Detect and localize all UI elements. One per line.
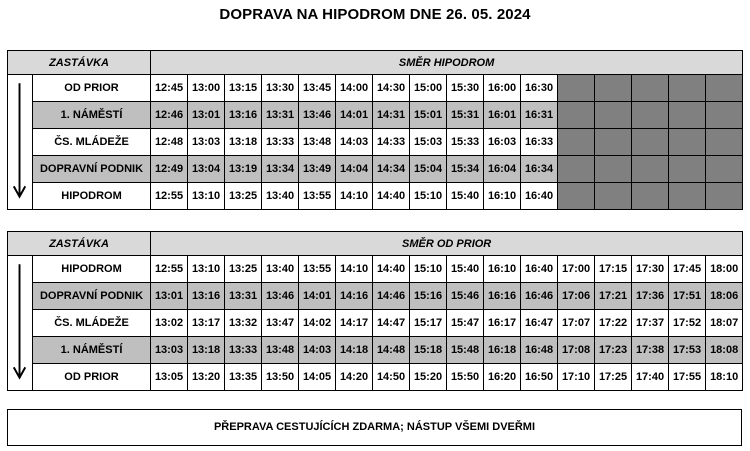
departure-time: 17:08 xyxy=(558,337,595,364)
departure-time: 16:30 xyxy=(521,75,558,102)
departure-time: 17:22 xyxy=(595,310,632,337)
departure-time: 12:46 xyxy=(151,102,188,129)
departure-time: 15:34 xyxy=(447,156,484,183)
departure-time: 13:17 xyxy=(188,310,225,337)
direction-header: SMĚR OD PRIOR xyxy=(151,232,743,256)
departure-time: 13:32 xyxy=(225,310,262,337)
departure-time: 13:15 xyxy=(225,75,262,102)
departure-time: 16:17 xyxy=(484,310,521,337)
departure-time: 13:02 xyxy=(151,310,188,337)
departure-time: 17:55 xyxy=(669,364,706,391)
departure-time: 13:00 xyxy=(188,75,225,102)
departure-time: 13:40 xyxy=(262,256,299,283)
departure-time: 13:34 xyxy=(262,156,299,183)
unused-cell xyxy=(558,156,595,183)
departure-time: 16:00 xyxy=(484,75,521,102)
departure-time: 14:46 xyxy=(373,283,410,310)
departure-time: 15:01 xyxy=(410,102,447,129)
departure-time: 16:48 xyxy=(521,337,558,364)
departure-time: 18:06 xyxy=(706,283,743,310)
departure-time: 15:04 xyxy=(410,156,447,183)
unused-cell xyxy=(595,183,632,210)
departure-time: 13:05 xyxy=(151,364,188,391)
departure-time: 16:04 xyxy=(484,156,521,183)
departure-time: 12:45 xyxy=(151,75,188,102)
departure-time: 15:33 xyxy=(447,129,484,156)
stop-name: ČS. MLÁDEŽE xyxy=(33,129,151,156)
departure-time: 13:25 xyxy=(225,256,262,283)
departure-time: 17:37 xyxy=(632,310,669,337)
departure-time: 14:04 xyxy=(336,156,373,183)
departure-time: 14:01 xyxy=(299,283,336,310)
unused-cell xyxy=(595,156,632,183)
departure-time: 15:46 xyxy=(447,283,484,310)
unused-cell xyxy=(706,156,743,183)
departure-time: 17:38 xyxy=(632,337,669,364)
direction-header: SMĚR HIPODROM xyxy=(151,51,743,75)
departure-time: 14:47 xyxy=(373,310,410,337)
departure-time: 16:34 xyxy=(521,156,558,183)
unused-cell xyxy=(632,156,669,183)
departure-time: 13:18 xyxy=(225,129,262,156)
departure-time: 15:50 xyxy=(447,364,484,391)
departure-time: 17:25 xyxy=(595,364,632,391)
departure-time: 16:20 xyxy=(484,364,521,391)
departure-time: 14:16 xyxy=(336,283,373,310)
departure-time: 13:46 xyxy=(299,102,336,129)
table-row xyxy=(8,283,743,310)
departure-time: 16:03 xyxy=(484,129,521,156)
departure-time: 14:18 xyxy=(336,337,373,364)
table-row xyxy=(8,337,743,364)
departure-time: 16:40 xyxy=(521,256,558,283)
departure-time: 17:52 xyxy=(669,310,706,337)
departure-time: 13:20 xyxy=(188,364,225,391)
departure-time: 13:46 xyxy=(262,283,299,310)
stop-name: OD PRIOR xyxy=(33,364,151,391)
departure-time: 13:03 xyxy=(151,337,188,364)
departure-time: 16:10 xyxy=(484,183,521,210)
departure-time: 13:48 xyxy=(299,129,336,156)
departure-time: 12:48 xyxy=(151,129,188,156)
unused-cell xyxy=(669,183,706,210)
departure-time: 13:30 xyxy=(262,75,299,102)
departure-time: 18:07 xyxy=(706,310,743,337)
departure-time: 14:01 xyxy=(336,102,373,129)
unused-cell xyxy=(706,129,743,156)
departure-time: 14:02 xyxy=(299,310,336,337)
stop-name: ČS. MLÁDEŽE xyxy=(33,310,151,337)
departure-time: 14:05 xyxy=(299,364,336,391)
departure-time: 14:40 xyxy=(373,183,410,210)
departure-time: 14:00 xyxy=(336,75,373,102)
departure-time: 15:47 xyxy=(447,310,484,337)
departure-time: 15:10 xyxy=(410,256,447,283)
departure-time: 13:31 xyxy=(225,283,262,310)
departure-time: 17:06 xyxy=(558,283,595,310)
departure-time: 15:20 xyxy=(410,364,447,391)
departure-time: 15:48 xyxy=(447,337,484,364)
departure-time: 14:50 xyxy=(373,364,410,391)
departure-time: 13:50 xyxy=(262,364,299,391)
departure-time: 18:08 xyxy=(706,337,743,364)
table-row xyxy=(8,129,743,156)
departure-time: 13:33 xyxy=(225,337,262,364)
stop-column-header: ZASTÁVKA xyxy=(8,232,151,256)
unused-cell xyxy=(595,102,632,129)
page-title: DOPRAVA NA HIPODROM DNE 26. 05. 2024 xyxy=(219,6,531,23)
departure-time: 15:16 xyxy=(410,283,447,310)
table-header-row xyxy=(8,232,743,256)
departure-time: 16:01 xyxy=(484,102,521,129)
departure-time: 16:16 xyxy=(484,283,521,310)
departure-time: 13:01 xyxy=(151,283,188,310)
departure-time: 16:33 xyxy=(521,129,558,156)
departure-time: 15:17 xyxy=(410,310,447,337)
table-row xyxy=(8,183,743,210)
departure-time: 13:47 xyxy=(262,310,299,337)
unused-cell xyxy=(706,75,743,102)
unused-cell xyxy=(669,156,706,183)
stop-name: 1. NÁMĚSTÍ xyxy=(33,337,151,364)
stop-name: 1. NÁMĚSTÍ xyxy=(33,102,151,129)
departure-time: 13:10 xyxy=(188,256,225,283)
unused-cell xyxy=(558,129,595,156)
unused-cell xyxy=(669,75,706,102)
departure-time: 17:45 xyxy=(669,256,706,283)
departure-time: 13:25 xyxy=(225,183,262,210)
departure-time: 16:31 xyxy=(521,102,558,129)
departure-time: 13:10 xyxy=(188,183,225,210)
departure-time: 17:10 xyxy=(558,364,595,391)
table-row xyxy=(8,75,743,102)
departure-time: 13:48 xyxy=(262,337,299,364)
unused-cell xyxy=(595,75,632,102)
down-arrow-icon xyxy=(8,75,33,210)
departure-time: 17:23 xyxy=(595,337,632,364)
stop-column-header: ZASTÁVKA xyxy=(8,51,151,75)
departure-time: 13:01 xyxy=(188,102,225,129)
table-row xyxy=(8,156,743,183)
down-arrow-icon xyxy=(8,256,33,391)
departure-time: 17:36 xyxy=(632,283,669,310)
departure-time: 15:40 xyxy=(447,256,484,283)
departure-time: 13:04 xyxy=(188,156,225,183)
departure-time: 14:34 xyxy=(373,156,410,183)
departure-time: 13:19 xyxy=(225,156,262,183)
departure-time: 13:16 xyxy=(188,283,225,310)
departure-time: 13:45 xyxy=(299,75,336,102)
stop-name: HIPODROM xyxy=(33,183,151,210)
departure-time: 14:03 xyxy=(336,129,373,156)
departure-time: 14:17 xyxy=(336,310,373,337)
stop-name: HIPODROM xyxy=(33,256,151,283)
unused-cell xyxy=(632,129,669,156)
departure-time: 15:10 xyxy=(410,183,447,210)
departure-time: 14:40 xyxy=(373,256,410,283)
unused-cell xyxy=(632,183,669,210)
departure-time: 17:53 xyxy=(669,337,706,364)
free-transport-note: PŘEPRAVA CESTUJÍCÍCH ZDARMA; NÁSTUP VŠEMI DVEŘMI xyxy=(7,409,742,446)
departure-time: 17:07 xyxy=(558,310,595,337)
unused-cell xyxy=(558,75,595,102)
departure-time: 13:49 xyxy=(299,156,336,183)
departure-time: 17:30 xyxy=(632,256,669,283)
departure-time: 13:33 xyxy=(262,129,299,156)
departure-time: 12:55 xyxy=(151,183,188,210)
table-row xyxy=(8,310,743,337)
departure-time: 13:18 xyxy=(188,337,225,364)
departure-time: 16:18 xyxy=(484,337,521,364)
departure-time: 16:47 xyxy=(521,310,558,337)
unused-cell xyxy=(669,129,706,156)
departure-time: 16:46 xyxy=(521,283,558,310)
departure-time: 15:00 xyxy=(410,75,447,102)
departure-time: 14:03 xyxy=(299,337,336,364)
timetable-to-hipodrom xyxy=(7,50,743,210)
departure-time: 14:31 xyxy=(373,102,410,129)
unused-cell xyxy=(669,102,706,129)
departure-time: 18:00 xyxy=(706,256,743,283)
stop-name: DOPRAVNÍ PODNIK xyxy=(33,156,151,183)
departure-time: 16:50 xyxy=(521,364,558,391)
departure-time: 13:55 xyxy=(299,256,336,283)
departure-time: 15:30 xyxy=(447,75,484,102)
departure-time: 13:16 xyxy=(225,102,262,129)
departure-time: 12:55 xyxy=(151,256,188,283)
departure-time: 14:20 xyxy=(336,364,373,391)
departure-time: 17:21 xyxy=(595,283,632,310)
departure-time: 13:55 xyxy=(299,183,336,210)
departure-time: 15:40 xyxy=(447,183,484,210)
departure-time: 15:03 xyxy=(410,129,447,156)
unused-cell xyxy=(558,183,595,210)
departure-time: 12:49 xyxy=(151,156,188,183)
departure-time: 18:10 xyxy=(706,364,743,391)
departure-time: 17:15 xyxy=(595,256,632,283)
unused-cell xyxy=(632,75,669,102)
stop-name: OD PRIOR xyxy=(33,75,151,102)
unused-cell xyxy=(558,102,595,129)
unused-cell xyxy=(706,183,743,210)
departure-time: 16:10 xyxy=(484,256,521,283)
departure-time: 17:40 xyxy=(632,364,669,391)
timetable-from-hipodrom xyxy=(7,231,743,391)
table-row xyxy=(8,364,743,391)
departure-time: 13:35 xyxy=(225,364,262,391)
unused-cell xyxy=(595,129,632,156)
departure-time: 17:00 xyxy=(558,256,595,283)
departure-time: 14:30 xyxy=(373,75,410,102)
table-row xyxy=(8,102,743,129)
departure-time: 14:33 xyxy=(373,129,410,156)
departure-time: 13:31 xyxy=(262,102,299,129)
table-header-row xyxy=(8,51,743,75)
departure-time: 15:18 xyxy=(410,337,447,364)
departure-time: 17:51 xyxy=(669,283,706,310)
table-row xyxy=(8,256,743,283)
departure-time: 15:31 xyxy=(447,102,484,129)
departure-time: 13:40 xyxy=(262,183,299,210)
unused-cell xyxy=(706,102,743,129)
departure-time: 14:48 xyxy=(373,337,410,364)
departure-time: 14:10 xyxy=(336,256,373,283)
departure-time: 16:40 xyxy=(521,183,558,210)
departure-time: 14:10 xyxy=(336,183,373,210)
unused-cell xyxy=(632,102,669,129)
departure-time: 13:03 xyxy=(188,129,225,156)
stop-name: DOPRAVNÍ PODNIK xyxy=(33,283,151,310)
